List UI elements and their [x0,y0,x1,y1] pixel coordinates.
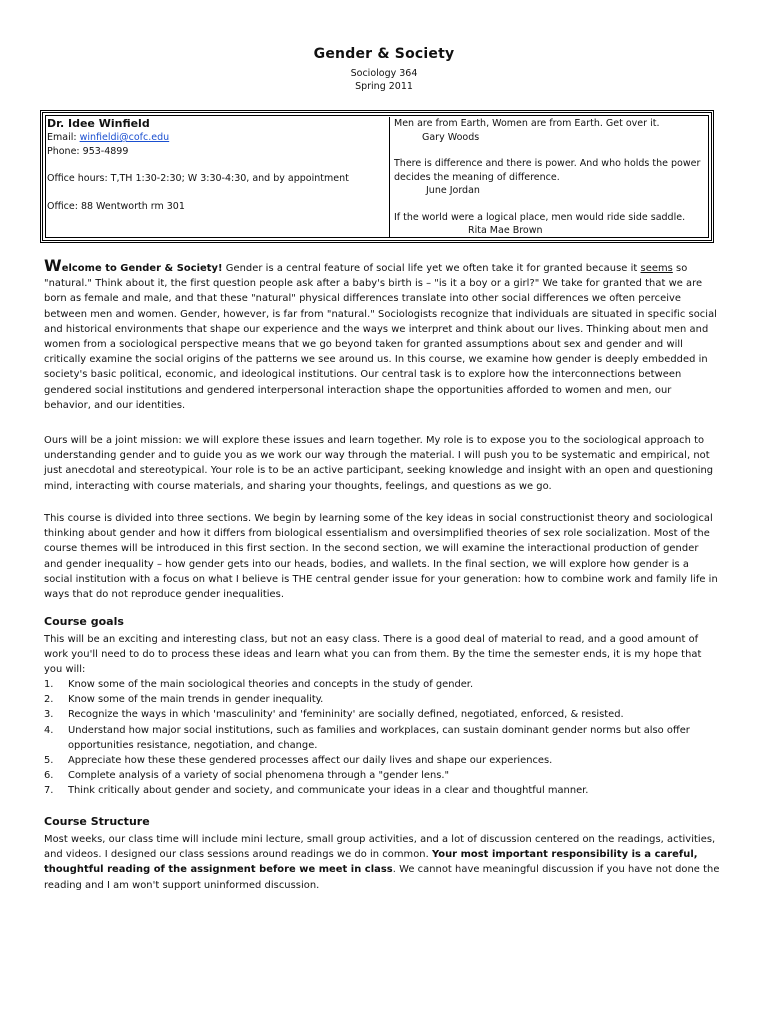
email-link[interactable]: winfieldi@cofc.edu [79,132,170,143]
list-text: Complete analysis of a variety of social phenomena through a "gender lens." [68,770,450,782]
structure-text: Most weeks, our class time will include mini lecture, small group activities, and a lot of discussion centered on the readings, activities, and videos. I designed our class sessions around readings we do in common. [44,834,716,861]
term: Spring 2011 [355,81,413,92]
list-number: 1. [44,679,54,690]
instructor-name: Dr. Idee Winfield [47,117,150,130]
email-label: Email: [47,132,80,143]
course-goals-heading: Course goals [44,615,124,628]
office-location: Office: 88 Wentworth rm 301 [47,200,185,212]
list-number: 4. [44,724,54,736]
list-number: 2. [44,694,54,706]
quote-text: There is difference and there is power. And who holds the power decides the meaning of difference. [394,158,701,183]
quote-author: Rita Mae Brown [468,225,543,236]
list-text: Understand how major social institutions, such as families and workplaces, can sustain dominant gender norms but also offer opportunities resistance, negotiation, and change. [68,724,690,751]
course-goals-list [44,677,720,799]
quote-author: Gary Woods [422,131,480,143]
quote-text: Men are from Earth, Women are from Earth. Get over it. [394,118,660,129]
list-item [44,783,720,798]
dropcap: W [44,256,62,275]
welcome-lead: elcome to Gender & Society! [61,263,223,274]
list-text: Think critically about gender and society, and communicate your ideas in a clear and thoughtful manner. [68,785,589,797]
list-item [44,768,720,783]
list-text: Recognize the ways in which 'masculinity' and 'femininity' are socially defined, negotiated, enforced, & resisted. [68,709,624,721]
list-number: 5. [44,755,54,767]
welcome-text: Gender is a central feature of social life yet we often take it for granted because it [222,263,641,274]
list-text: Appreciate how these these gendered processes affect our daily lives and shape our experiences. [68,755,553,767]
email-line [47,131,369,145]
mission-paragraph: Ours will be a joint mission: we will explore these issues and learn together. My role is to expose you to the sociological approach to understanding gender and to guide you as we work our way through the material. I will push you to be systematic and empirical, not just anecdotal and stereotypical. Your role is to be an active participant, seeking knowledge and insight with an open and questioning mind, interacting with course materials, and sharing your thoughts, feelings, and questions as we go. [44,435,714,492]
list-item [44,692,720,707]
list-number: 7. [44,785,54,797]
quotes-panel [389,117,709,238]
sections-paragraph: This course is divided into three sections. We begin by learning some of the key ideas in social constructionist theory and sociological thinking about gender and how it differs from biological essentialism and oversimplified theories of sex role socialization. Most of the course themes will be introduced in this first section. In the second section, we will examine the interactional production of gender and gender inequality – how gender gets into our heads, bodies, and wallets. In the final section, we will explore how gender is a social institution with a focus on what I believe is THE central gender issue for your generation: how to combine work and family life in ways that do not reproduce gender inequalities. [44,513,718,601]
course-goals-intro: This will be an exciting and interesting class, but not an easy class. There is a good deal of material to read, and a good amount of work you'll need to do to process these ideas and learn what you can from them. By the time the semester ends, it is my hope that you will: [44,634,702,676]
structure-text-cont: . We cannot have meaningful discussion if you have not done the reading and I am won't support uninformed discussion. [44,864,720,891]
list-item [44,723,720,753]
page-title: Gender & Society [313,46,455,62]
list-item [44,707,720,722]
quote-text: If the world were a logical place, men would ride side saddle. [394,211,686,223]
emphasis-seems: seems [640,263,673,274]
course-structure-paragraph [44,832,720,893]
list-number: 3. [44,709,54,721]
welcome-paragraph [44,258,720,413]
welcome-text-cont: so "natural." Think about it, the first question people ask after a baby's birth is – "is it a boy or a girl?" We take for granted that we are born as female and male, and that these "natural" physical differences translate into other social differences we often perceive between men and women. Gender, however, is far from "natural." Sociologists recognize that individuals are situated in specific social and historical environments that shape our experience and the ways we interpret and think about our lives. Thinking about men and women from a sociological perspective means that we go beyond taken for granted assumptions about sex and gender and will critically examine the social origins of the patterns we see around us. In this course, we examine how gender is deeply embedded in society's basic political, economic, and ideological institutions. Our central task is to explore how the interconnections between gendered social institutions and gendered interpersonal interaction shape the opportunities afforded to women and men, our behavior, and our identities. [44,263,717,411]
list-item [44,677,720,692]
instructor-info-box [40,110,714,243]
structure-emphasis: Your most important responsibility is a careful, thoughtful reading of the assignment before we meet in class [44,849,698,876]
list-text: Know some of the main sociological theories and concepts in the study of gender. [68,679,474,690]
list-text: Know some of the main trends in gender inequality. [68,694,324,706]
phone: Phone: 953-4899 [47,145,129,157]
list-item [44,753,720,768]
instructor-contact [47,117,369,238]
office-hours: Office hours: T,TH 1:30-2:30; W 3:30-4:30, and by appointment [47,173,349,184]
list-number: 6. [44,770,54,782]
course-structure-heading: Course Structure [44,815,150,828]
quote-author: June Jordan [426,185,480,196]
course-number: Sociology 364 [350,68,418,79]
document-header [0,46,768,93]
